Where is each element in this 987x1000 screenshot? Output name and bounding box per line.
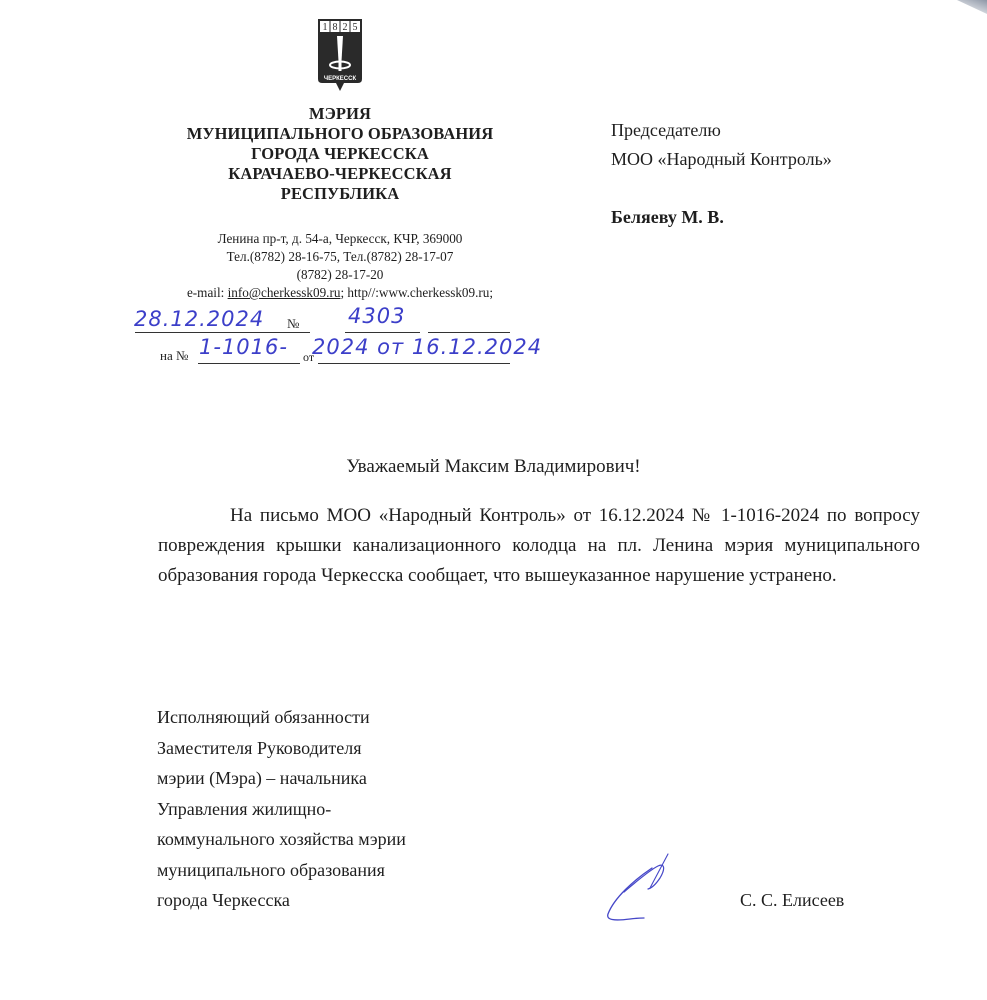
org-line: РЕСПУБЛИКА xyxy=(280,184,400,203)
signer-title-line: города Черкесска xyxy=(157,890,290,910)
reply-label: на № xyxy=(160,348,189,363)
date-underline xyxy=(135,332,310,333)
signer-title-line: Управления жилищно- xyxy=(157,798,332,819)
signer-title-line: Заместителя Руководителя xyxy=(157,737,362,758)
email-label: e-mail: xyxy=(186,285,225,300)
signer-title xyxy=(157,702,406,916)
letter-body xyxy=(158,501,920,591)
number-underline xyxy=(345,332,420,333)
signer-title-line: Исполняющий обязанности xyxy=(157,707,370,727)
reply-date-underline xyxy=(318,363,510,364)
reply-number: 1-1016- xyxy=(199,335,288,359)
web-contacts xyxy=(150,284,530,302)
number-label: № xyxy=(287,316,300,331)
number-underline-extra xyxy=(428,332,510,333)
recipient-name: Беляеву М. В. xyxy=(611,207,724,227)
signer-title-line: муниципального образования xyxy=(157,859,385,880)
handwritten-signature xyxy=(604,852,684,924)
reply-number-underline xyxy=(198,363,300,364)
crest-city-label: ЧЕРКЕССК xyxy=(323,76,357,82)
signer-title-line: коммунального хозяйства мэрии xyxy=(157,829,406,849)
scan-corner-fold xyxy=(957,0,987,14)
phones: Тел.(8782) 28-16-75, Тел.(8782) 28-17-07 xyxy=(226,249,454,264)
reply-from: 2024 от 16.12.2024 xyxy=(312,335,543,359)
org-line: КАРАЧАЕВО-ЧЕРКЕССКАЯ xyxy=(228,164,452,183)
from-label: от xyxy=(303,350,315,364)
recipient-organization: МОО «Народный Контроль» xyxy=(611,149,832,169)
recipient-position: Председателю xyxy=(611,120,721,140)
address: Ленина пр-т, д. 54-а, Черкесск, КЧР, 369000 xyxy=(217,231,463,246)
crest-year-digit: 5 xyxy=(352,22,358,33)
crest-year-digit: 8 xyxy=(332,22,338,33)
registration-number: 4303 xyxy=(348,304,406,328)
city-coat-of-arms-icon xyxy=(316,17,364,93)
crest-year-digit: 2 xyxy=(342,22,348,33)
registration-date: 28.12.2024 xyxy=(134,307,265,331)
website: ; http//:www.cherkessk09.ru; xyxy=(340,285,494,300)
greeting: Уважаемый Максим Владимирович! xyxy=(346,456,641,477)
signer-name: С. С. Елисеев xyxy=(740,890,845,910)
org-line: МУНИЦИПАЛЬНОГО ОБРАЗОВАНИЯ xyxy=(186,124,494,143)
organization-name xyxy=(160,104,520,204)
email-link[interactable]: info@cherkessk09.ru xyxy=(227,285,341,300)
recipient-block xyxy=(611,116,832,232)
org-line: МЭРИЯ xyxy=(308,104,372,123)
contact-block xyxy=(150,230,530,302)
org-line: ГОРОДА ЧЕРКЕССКА xyxy=(251,144,429,163)
signer-title-line: мэрии (Мэра) – начальника xyxy=(157,768,367,788)
phone-extra: (8782) 28-17-20 xyxy=(296,267,384,282)
body-paragraph: На письмо МОО «Народный Контроль» от 16.12.2024 № 1-1016-2024 по вопросу повреждения крышки канализационного колодца на пл. Ленина мэрия муниципального образования города Черкесска сообщает, что вышеуказанное нарушение устранено. xyxy=(158,505,920,586)
crest-year-digit: 1 xyxy=(322,22,328,33)
